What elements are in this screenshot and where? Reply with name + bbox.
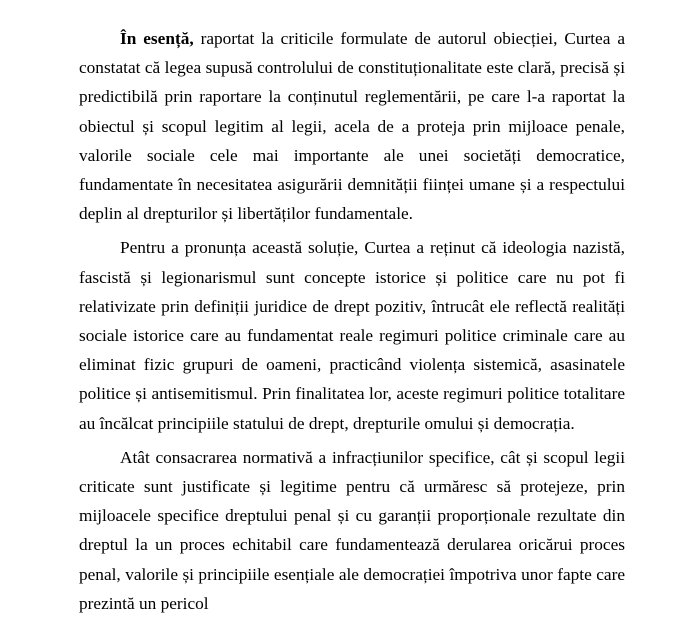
paragraph-2-text: Pentru a pronunța această soluție, Curtea a reținut că ideologia nazistă, fascistă și legionarismul sunt concepte istorice și politice care nu pot fi relativizate prin definiții juridice de drept pozitiv, întrucât ele reflectă realități sociale istorice care au fundamentat reale regimuri politice criminale care au eliminat fizic grupuri de oameni, practicând violența sistemică, asasinatele politice și antisemitismul. Prin finalitatea lor, aceste regimuri politice totalitare au încălcat principiile statului de drept, drepturile omului și democrația. [79, 238, 625, 433]
paragraph-1-text: raportat la criticile formulate de autorul obiecției, Curtea a constatat că legea supusă controlului de constituționalitate este clară, precisă și predictibilă prin raportare la conținutul reglementării, pe care l-a raportat la obiectul și scopul legitim al legii, acela de a proteja prin mijloace penale, valorile sociale cele mai importante ale unei societăți democratice, fundamentate în necesitatea asigurării demnității ființei umane și a respectului deplin al drepturilor și libertăților fundamentale. [79, 29, 625, 224]
paragraph-2 [79, 233, 625, 437]
paragraph-3 [79, 443, 625, 618]
paragraph-1 [79, 24, 625, 228]
document-body [79, 24, 625, 623]
paragraph-1-lead: În esență, [120, 29, 194, 48]
paragraph-3-text: Atât consacrarea normativă a infracțiunilor specifice, cât și scopul legii criticate sunt justificate și legitime pentru că urmăresc să protejeze, prin mijloacele specifice dreptului penal și cu garanții proporționale rezultate din dreptul la un proces echitabil care fundamentează derularea oricărui proces penal, valorile și principiile esențiale ale democrației împotriva unor fapte care prezintă un pericol [79, 447, 625, 613]
